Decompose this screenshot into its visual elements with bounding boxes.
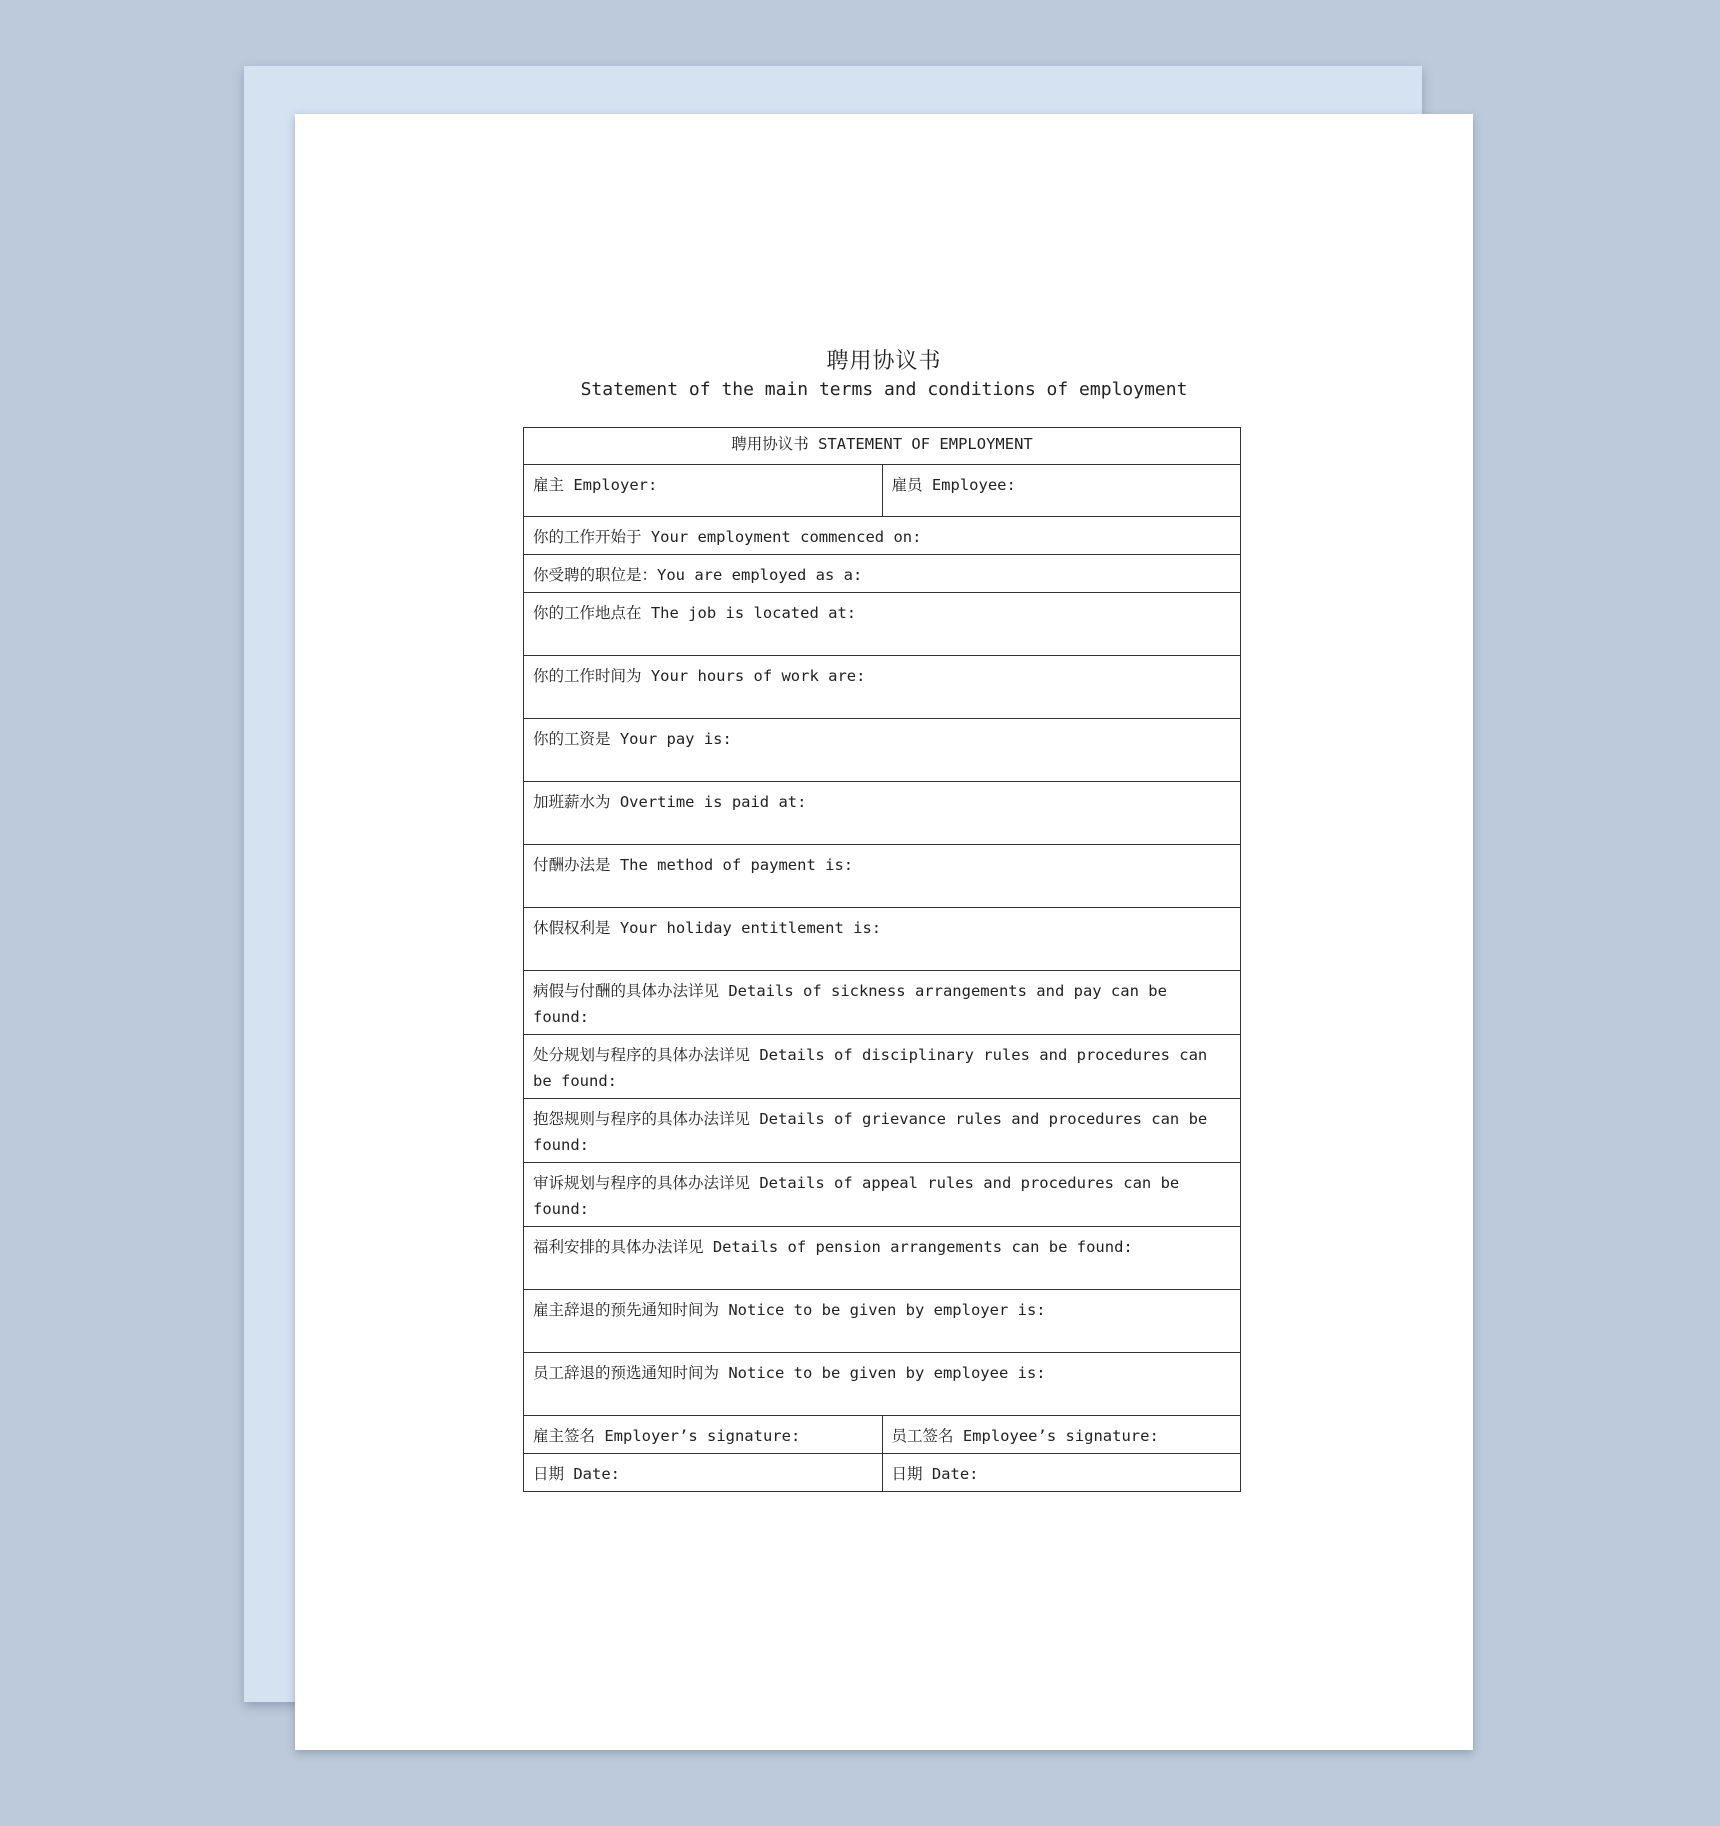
employer-date-field[interactable]: 日期 Date:	[524, 1454, 883, 1492]
appeal-rules-field[interactable]: 审诉规划与程序的具体办法详见 Details of appeal rules and procedures can be found:	[524, 1163, 1241, 1227]
job-position-field[interactable]: 你受聘的职位是：You are employed as a:	[524, 555, 1241, 593]
work-hours-field[interactable]: 你的工作时间为 Your hours of work are:	[524, 656, 1241, 719]
pay-field[interactable]: 你的工资是 Your pay is:	[524, 719, 1241, 782]
payment-method-field[interactable]: 付酬办法是 The method of payment is:	[524, 845, 1241, 908]
employee-field[interactable]: 雇员 Employee:	[882, 465, 1241, 517]
grievance-rules-field[interactable]: 抱怨规则与程序的具体办法详见 Details of grievance rules and procedures can be found:	[524, 1099, 1241, 1163]
pension-arrangements-field[interactable]: 福利安排的具体办法详见 Details of pension arrangements can be found:	[524, 1227, 1241, 1290]
employee-notice-field[interactable]: 员工辞退的预选通知时间为 Notice to be given by employee is:	[524, 1353, 1241, 1416]
document-page	[295, 114, 1473, 1750]
holiday-entitlement-field[interactable]: 休假权利是 Your holiday entitlement is:	[524, 908, 1241, 971]
employment-form-table	[523, 427, 1241, 1492]
disciplinary-rules-field[interactable]: 处分规划与程序的具体办法详见 Details of disciplinary rules and procedures can be found:	[524, 1035, 1241, 1099]
overtime-field[interactable]: 加班薪水为 Overtime is paid at:	[524, 782, 1241, 845]
employee-date-field[interactable]: 日期 Date:	[882, 1454, 1241, 1492]
document-subtitle: Statement of the main terms and conditions of employment	[580, 379, 1188, 400]
employee-signature-field[interactable]: 员工签名 Employee’s signature:	[882, 1416, 1241, 1454]
document-title: 聘用协议书	[826, 349, 942, 374]
employer-field[interactable]: 雇主 Employer:	[524, 465, 883, 517]
employment-start-field[interactable]: 你的工作开始于 Your employment commenced on:	[524, 517, 1241, 555]
form-header: 聘用协议书 STATEMENT OF EMPLOYMENT	[524, 428, 1241, 465]
job-location-field[interactable]: 你的工作地点在 The job is located at:	[524, 593, 1241, 656]
employer-signature-field[interactable]: 雇主签名 Employer’s signature:	[524, 1416, 883, 1454]
employer-notice-field[interactable]: 雇主辞退的预先通知时间为 Notice to be given by employer is:	[524, 1290, 1241, 1353]
sickness-arrangements-field[interactable]: 病假与付酬的具体办法详见 Details of sickness arrangements and pay can be found:	[524, 971, 1241, 1035]
